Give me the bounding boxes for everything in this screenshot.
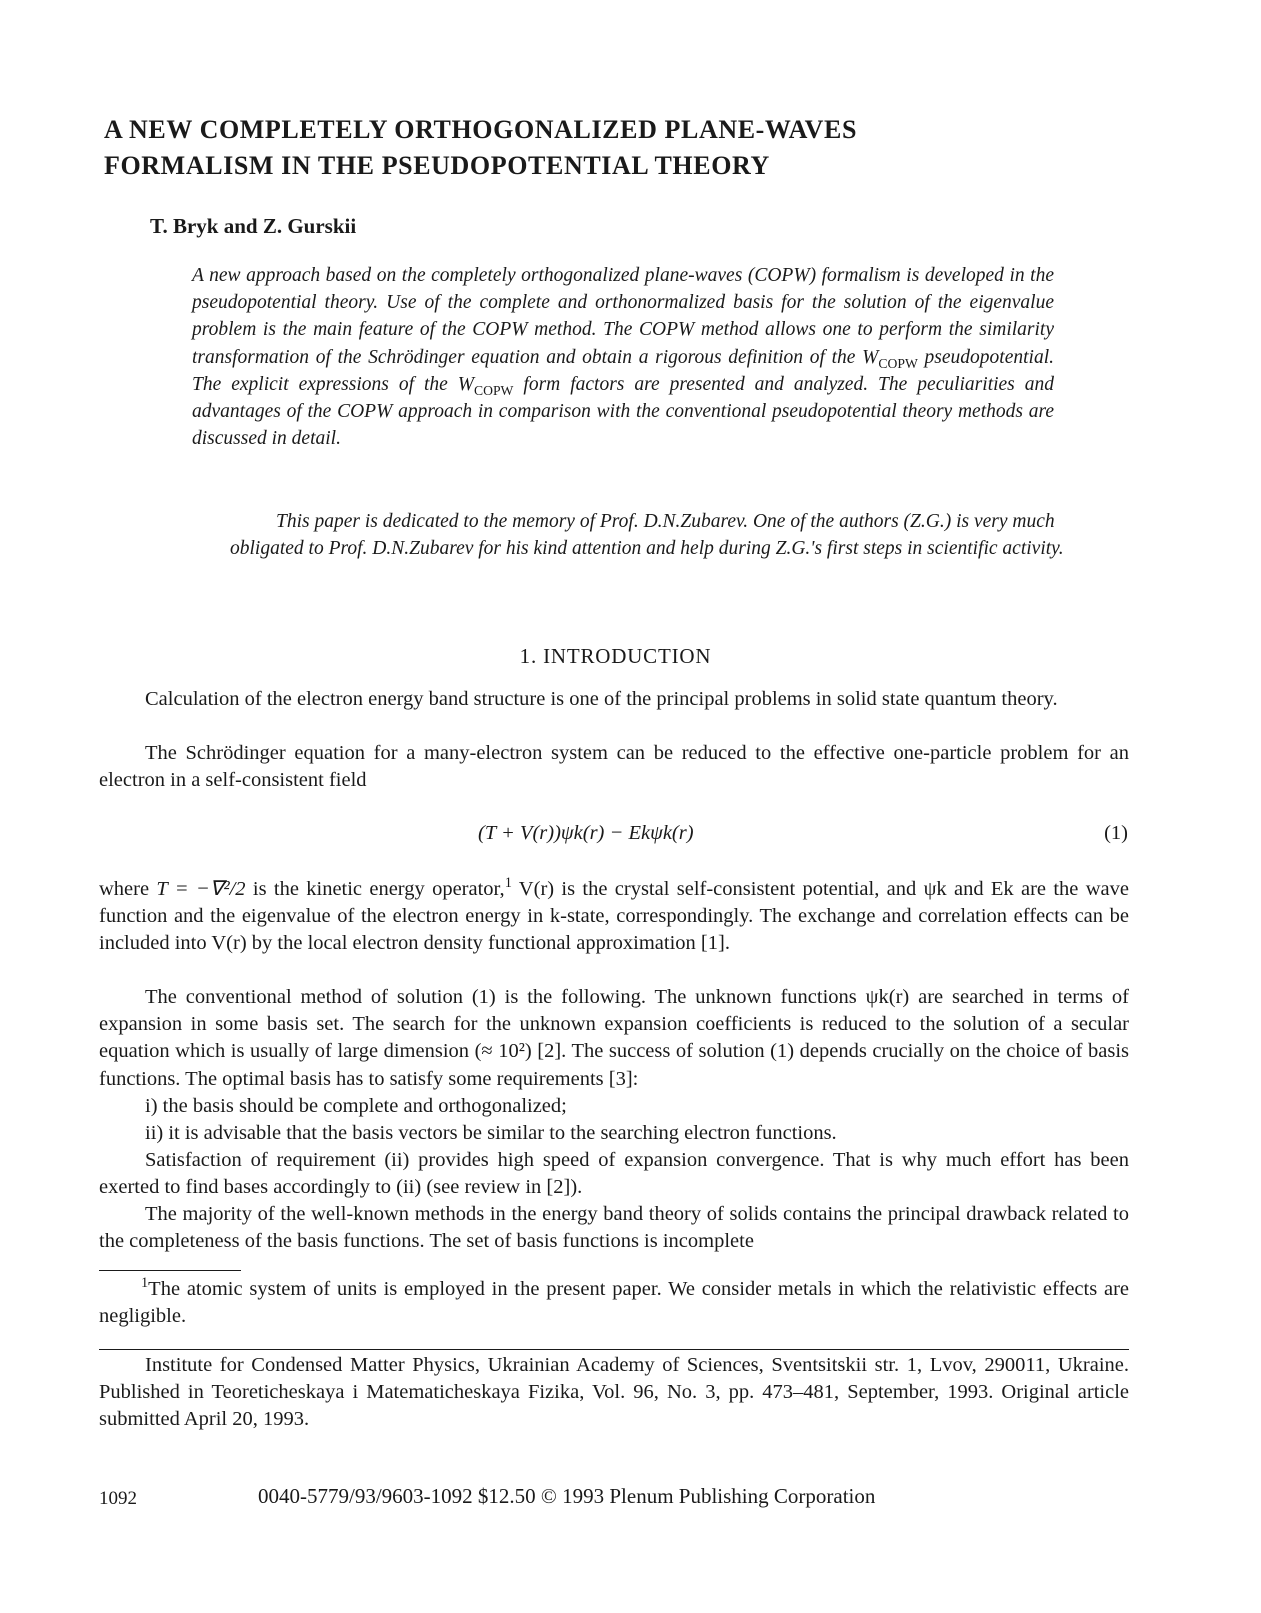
footnote-rule [99, 1270, 241, 1271]
w-copw-symbol-2: $W_{COPW}$ [457, 373, 514, 398]
title-line-1: A NEW COMPLETELY ORTHOGONALIZED PLANE-WAVES [104, 115, 858, 144]
footnote [99, 1276, 1129, 1330]
equation-number: (1) [1104, 822, 1128, 844]
dedication [230, 508, 1130, 562]
footnote-mark: 1 [141, 1275, 149, 1292]
intro-paragraph-1: Calculation of the electron energy band structure is one of the principal problems in solid state quantum theory. [145, 688, 1058, 710]
abstract [192, 262, 1054, 452]
requirement-item-2: ii) it is advisable that the basis vectors be similar to the searching electron functions. [145, 1122, 837, 1144]
requirement-item-1: i) the basis should be complete and orthogonalized; [145, 1095, 567, 1117]
intro-paragraph-3: where T = −∇²/2 is the kinetic energy operator,$^1$ V(r) is the crystal self-consistent potential, and ψk and Ek are the wave function and the eigenvalue of the electron energy in k-state, correspondingly. The exchange and correlation effects can be included into V(r) by the local electron density functional approximation [1]. [99, 875, 1129, 955]
abstract-part-3: form factors are presented and analyzed. The peculiarities and advantages of the COPW approach in comparison with the conventional pseudopotential theory methods are discussed in detail. [192, 373, 1054, 450]
intro-paragraph-2: The Schrödinger equation for a many-electron system can be reduced to the effective one-particle problem for an electron in a self-consistent field [99, 742, 1129, 792]
copyright-line: 0040-5779/93/9603-1092 $12.50 © 1993 Plenum Publishing Corporation [258, 1484, 876, 1508]
footnote-ref: 1 [504, 875, 512, 892]
footnote-text: The atomic system of units is employed in the present paper. We consider metals in which the relativistic effects are negligible. [99, 1278, 1129, 1328]
intro-paragraph-4: The conventional method of solution (1) is the following. The unknown functions ψk(r) are searched in terms of expansion in some basis set. The search for the unknown expansion coefficients is reduced to the solution of a secular equation which is usually of large dimension (≈ 10²) [2]. The success of solution (1) depends crucially on the choice of basis functions. The optimal basis has to satisfy some requirements [3]: [99, 986, 1129, 1090]
authors: T. Bryk and Z. Gurskii [150, 214, 357, 238]
equation-body: (T + V(r))ψk(r) − Ekψk(r) [478, 822, 694, 844]
kinetic-operator: T = −∇²/2 [156, 878, 246, 900]
dedication-text: This paper is dedicated to the memory of Prof. D.N.Zubarev. One of the authors (Z.G.) is very much obligated to Prof. D.N.Zubarev for his kind attention and help during Z.G.'s first steps in scientific activity. [230, 511, 1064, 560]
affiliation: Institute for Condensed Matter Physics, Ukrainian Academy of Sciences, Sventsitskii str. 1, Lvov, 290011, Ukraine. Published in Teoreticheskaya i Matematicheskaya Fizika, Vol. 96, No. 3, pp. 473–481, September, 1993. Original article submitted April 20, 1993. [99, 1354, 1129, 1431]
intro-paragraph-5: Satisfaction of requirement (ii) provides high speed of expansion convergence. That is why much effort has been exerted to find bases accordingly to (ii) (see review in [2]). [99, 1149, 1129, 1199]
affiliation-rule [99, 1349, 1129, 1350]
equation-1 [0, 822, 1231, 852]
intro-paragraph-6: The majority of the well-known methods in the energy band theory of solids contains the principal drawback related to the completeness of the basis functions. The set of basis functions is incomplete [99, 1203, 1129, 1253]
paper-title [104, 112, 1164, 184]
abstract-part-2: pseudopotential. The explicit expressions of the [192, 346, 1054, 395]
w-copw-symbol: $W_{COPW}$ [862, 346, 918, 371]
page-number: 1092 [99, 1488, 137, 1509]
title-line-2: FORMALISM IN THE PSEUDOPOTENTIAL THEORY [104, 151, 770, 180]
abstract-part-1: A new approach based on the completely orthogonalized plane-waves (COPW) formalism is developed in the pseudopotential theory. Use of the complete and orthonormalized basis for the solution of the eigenvalue problem is the main feature of the COPW method. The COPW method allows one to perform the similarity transformation of the Schrödinger equation and obtain a rigorous definition of the [192, 265, 1054, 368]
section-heading: 1. INTRODUCTION [519, 644, 712, 668]
